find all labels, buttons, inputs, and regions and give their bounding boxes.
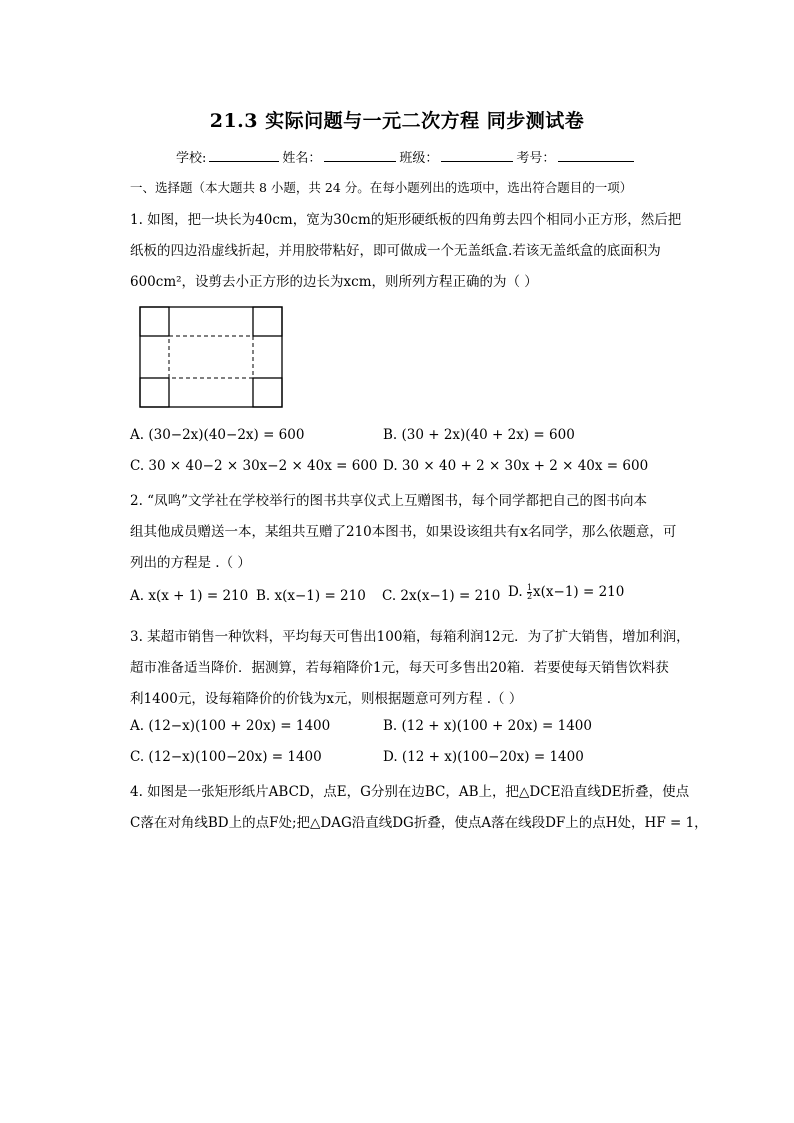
q3-option-d[interactable]: D. (12 + x)(100−20x) = 1400: [383, 749, 584, 765]
q1-option-a[interactable]: A. (30−2x)(40−2x) = 600: [130, 427, 305, 443]
q3-option-a[interactable]: A. (12−x)(100 + 20x) = 1400: [130, 718, 331, 734]
class-label: 班级：: [399, 151, 439, 166]
school-blank[interactable]: [209, 149, 279, 162]
q1-line2: 纸板的四边沿虚线折起，并用胶带粘好，即可做成一个无盖纸盒.若该无盖纸盒的底面积为: [130, 243, 661, 259]
q1-option-d[interactable]: D. 30 × 40 + 2 × 30x + 2 × 40x = 600: [383, 458, 649, 474]
q4-line2: C落在对角线BD上的点F处;把△DAG沿直线DG折叠，使点A落在线段DF上的点H处，HF = 1，: [130, 815, 708, 831]
q1-line3: 600cm²，设剪去小正方形的边长为xcm，则所列方程正确的为（ ）: [130, 274, 538, 290]
exam-no-label: 考号：: [516, 151, 556, 166]
q1-line1: 1. 如图，把一块长为40cm，宽为30cm的矩形硬纸板的四角剪去四个相同小正方形，然后把: [130, 212, 682, 228]
q1-option-c[interactable]: C. 30 × 40−2 × 30x−2 × 40x = 600: [130, 458, 378, 474]
corner-square-bottom-right: [253, 378, 282, 407]
name-label: 姓名：: [282, 151, 322, 166]
corner-square-top-right: [253, 307, 282, 336]
page-title: 21.3 实际问题与一元二次方程 同步测试卷: [209, 110, 585, 132]
section-heading: 一、选择题（本大题共 8 小题，共 24 分。在每小题列出的选项中，选出符合题目的一项）: [130, 180, 633, 195]
corner-square-bottom-left: [140, 378, 169, 407]
q2-line2: 组其他成员赠送一本，某组共互赠了210本图书，如果设该组共有x名同学，那么依题意，可: [130, 524, 677, 540]
q3-option-c[interactable]: C. (12−x)(100−20x) = 1400: [130, 749, 322, 765]
fold-dashed-rectangle: [169, 336, 253, 378]
exam-no-blank[interactable]: [558, 149, 634, 162]
q2-option-a[interactable]: A. x(x + 1) = 210: [130, 588, 249, 604]
q1-option-b[interactable]: B. (30 + 2x)(40 + 2x) = 600: [383, 427, 575, 443]
q3-option-b[interactable]: B. (12 + x)(100 + 20x) = 1400: [383, 718, 592, 734]
name-blank[interactable]: [324, 149, 396, 162]
q2-line1: 2. “凤鸣”文学社在学校举行的图书共享仪式上互赠图书，每个同学都把自己的图书向本: [130, 493, 647, 509]
q2-option-d-rest: x(x−1) = 210: [533, 584, 625, 600]
fraction-numerator: 1: [526, 583, 533, 592]
corner-square-top-left: [140, 307, 169, 336]
outer-rectangle: [140, 307, 282, 407]
q3-line2: 超市准备适当降价．据测算，若每箱降价1元，每天可多售出20箱．若要使每天销售饮料获: [130, 660, 669, 676]
student-info-row: [176, 147, 637, 166]
q2-option-b[interactable]: B. x(x−1) = 210: [256, 588, 366, 604]
q2-line3: 列出的方程是 .（ ）: [130, 555, 251, 571]
cardboard-figure: [139, 306, 285, 410]
school-label: 学校:: [176, 151, 207, 166]
q2-option-d-prefix: D.: [508, 584, 523, 600]
q3-line1: 3. 某超市销售一种饮料，平均每天可售出100箱，每箱利润12元．为了扩大销售，增加利润，: [130, 629, 690, 645]
class-blank[interactable]: [441, 149, 513, 162]
fraction-denominator: 2: [526, 592, 533, 601]
q4-line1: 4. 如图是一张矩形纸片ABCD，点E，G分别在边BC，AB上，把△DCE沿直线DE折叠，使点: [130, 784, 690, 800]
q2-option-c[interactable]: C. 2x(x−1) = 210: [382, 588, 501, 604]
fraction-one-half: [527, 584, 532, 601]
q3-line3: 利1400元，设每箱降价的价钱为x元，则根据题意可列方程 .（ ）: [130, 691, 523, 707]
q2-option-d[interactable]: [508, 584, 624, 601]
